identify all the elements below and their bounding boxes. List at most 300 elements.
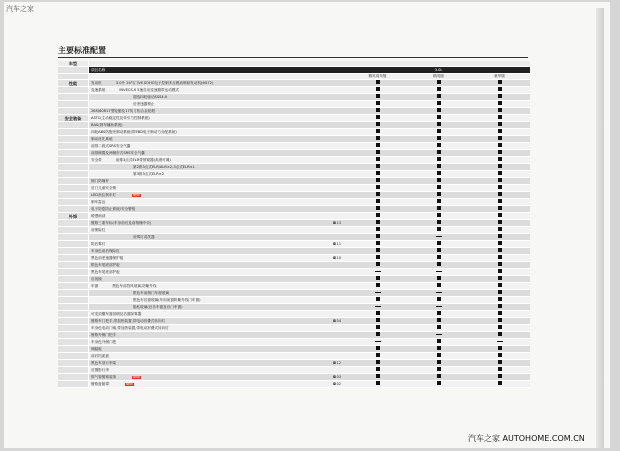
table-row xyxy=(58,199,530,206)
feature-name: 265/60R17型轮胎及17英寸铝合金轮毂 xyxy=(91,108,155,113)
standard-mark xyxy=(376,297,380,301)
not-available-dash xyxy=(436,334,442,335)
feature-cell xyxy=(89,115,348,122)
feature-detail: 第2排3点式ELR/ALR×2,3点式ELR×1 xyxy=(133,164,195,169)
category-label xyxy=(58,339,89,346)
availability-cell xyxy=(408,339,469,346)
availability-cell xyxy=(469,262,530,269)
availability-cell xyxy=(347,108,408,115)
table-row xyxy=(58,325,530,332)
standard-mark xyxy=(376,360,380,364)
feature-name: 制车雷达 xyxy=(91,199,106,204)
standard-mark xyxy=(437,374,441,378)
not-available-dash xyxy=(436,236,442,237)
availability-cell xyxy=(347,325,408,332)
availability-cell xyxy=(347,304,408,311)
standard-mark xyxy=(437,255,441,259)
feature-cell xyxy=(89,283,348,290)
availability-cell xyxy=(347,241,408,248)
feature-detail: 前排3点式ELR带预紧器(高度可调) xyxy=(115,157,171,162)
standard-mark xyxy=(498,108,502,112)
availability-cell xyxy=(408,108,469,115)
table-row xyxy=(58,185,530,192)
feature-name: 发动机 xyxy=(91,80,102,85)
availability-cell xyxy=(408,227,469,234)
category-label xyxy=(58,143,89,150)
standard-mark xyxy=(498,94,502,98)
feature-cell xyxy=(89,332,348,339)
table-row xyxy=(58,178,530,185)
standard-mark xyxy=(376,143,380,147)
availability-cell xyxy=(469,101,530,108)
standard-mark xyxy=(498,269,502,273)
availability-cell xyxy=(469,318,530,325)
page-edge-shadow xyxy=(596,8,604,448)
not-available-dash xyxy=(375,292,381,293)
camera-icon xyxy=(333,361,341,366)
standard-mark xyxy=(437,171,441,175)
table-row xyxy=(58,241,530,248)
standard-mark xyxy=(498,234,502,238)
availability-cell xyxy=(408,332,469,339)
standard-mark xyxy=(376,353,380,357)
table-row xyxy=(58,332,530,339)
category-label xyxy=(58,157,89,164)
new-badge: NEW xyxy=(125,381,133,386)
standard-mark xyxy=(376,171,380,175)
table-row xyxy=(58,255,530,262)
availability-cell xyxy=(347,234,408,241)
standard-mark xyxy=(376,234,380,238)
standard-mark xyxy=(437,122,441,126)
standard-mark xyxy=(437,283,441,287)
availability-cell xyxy=(347,143,408,150)
availability-cell xyxy=(469,164,530,171)
availability-cell xyxy=(408,304,469,311)
standard-mark xyxy=(498,353,502,357)
standard-mark xyxy=(498,150,502,154)
standard-mark xyxy=(376,115,380,119)
standard-mark xyxy=(376,381,380,385)
category-label xyxy=(58,129,89,136)
table-row xyxy=(58,136,530,143)
feature-name: 车窗 xyxy=(91,283,99,288)
availability-cell xyxy=(469,143,530,150)
availability-cell xyxy=(347,94,408,101)
availability-cell xyxy=(469,234,530,241)
availability-cell xyxy=(408,311,469,318)
availability-cell xyxy=(408,101,469,108)
category-label xyxy=(58,122,89,129)
availability-cell xyxy=(469,199,530,206)
feature-name: 防后雾灯 xyxy=(91,241,106,246)
standard-mark xyxy=(376,122,380,126)
category-label xyxy=(58,248,89,255)
feature-name: 电子防盗防止系统/安全警报 xyxy=(91,206,136,211)
availability-cell xyxy=(469,325,530,332)
standard-mark xyxy=(437,143,441,147)
standard-mark xyxy=(376,185,380,189)
availability-cell xyxy=(469,332,530,339)
feature-cell xyxy=(89,353,348,360)
standard-mark xyxy=(498,227,502,231)
availability-cell xyxy=(469,185,530,192)
standard-mark xyxy=(437,206,441,210)
feature-name: 后门儿童安全锁 xyxy=(91,185,117,190)
feature-cell xyxy=(89,129,348,136)
table-row xyxy=(58,143,530,150)
feature-detail: 隐私玻璃(后各车窗及后门车窗) xyxy=(133,304,183,309)
standard-mark xyxy=(437,101,441,105)
photo-ref-number: 03 xyxy=(336,374,341,379)
availability-cell xyxy=(347,178,408,185)
table-row xyxy=(58,381,530,388)
feature-name: 车身色外侧门把 xyxy=(91,339,117,344)
availability-cell xyxy=(469,255,530,262)
category-label xyxy=(58,101,89,108)
standard-mark xyxy=(498,325,502,329)
standard-mark xyxy=(437,248,441,252)
availability-cell xyxy=(469,304,530,311)
standard-mark xyxy=(437,367,441,371)
feature-name: 黑色车顶行李架 xyxy=(91,360,117,365)
table-row xyxy=(58,346,530,353)
availability-cell xyxy=(469,311,530,318)
feature-cell xyxy=(89,381,348,388)
feature-cell xyxy=(89,157,348,164)
feature-cell xyxy=(89,346,348,353)
category-label xyxy=(58,150,89,157)
table-row xyxy=(58,290,530,297)
availability-cell xyxy=(347,115,408,122)
table-row xyxy=(58,220,530,227)
availability-cell xyxy=(408,367,469,374)
standard-mark xyxy=(498,255,502,259)
standard-mark xyxy=(376,276,380,280)
standard-mark xyxy=(498,199,502,203)
availability-cell xyxy=(469,353,530,360)
feature-name: 前保险杠 xyxy=(91,227,106,232)
availability-cell xyxy=(347,276,408,283)
photo-ref-number: 13 xyxy=(336,220,341,225)
feature-cell xyxy=(89,360,348,367)
feature-name: 镀铬车门把手,带加热装置,带电动折叠式转向灯 xyxy=(91,318,166,323)
availability-cell xyxy=(347,318,408,325)
standard-mark xyxy=(437,192,441,196)
standard-mark xyxy=(376,374,380,378)
not-available-dash xyxy=(375,271,381,272)
category-label xyxy=(58,374,89,381)
availability-cell xyxy=(408,87,469,94)
availability-cell xyxy=(408,171,469,178)
standard-mark xyxy=(437,339,441,343)
availability-cell xyxy=(469,87,530,94)
standard-mark xyxy=(498,115,502,119)
availability-cell xyxy=(408,122,469,129)
availability-cell xyxy=(408,346,469,353)
category-label xyxy=(58,108,89,115)
feature-name: 镀铬备胎罩 xyxy=(91,381,109,386)
availability-cell xyxy=(469,339,530,346)
availability-cell xyxy=(469,346,530,353)
standard-mark xyxy=(498,367,502,371)
category-label xyxy=(58,136,89,143)
table-row xyxy=(58,311,530,318)
standard-mark xyxy=(437,360,441,364)
availability-cell xyxy=(408,80,469,87)
standard-mark xyxy=(498,206,502,210)
feature-detail: 3.0升 24气门V6 SOHC电子控制多点燃油喷射发动机(6G72) xyxy=(115,80,214,85)
feature-name: 排气管镀铬装饰 xyxy=(91,374,117,379)
category-label: 安全装备 xyxy=(58,115,89,122)
category-label xyxy=(58,262,89,269)
feature-cell xyxy=(89,374,348,381)
availability-cell xyxy=(347,157,408,164)
category-label xyxy=(58,199,89,206)
availability-cell xyxy=(347,297,408,304)
availability-cell xyxy=(469,94,530,101)
availability-cell xyxy=(408,234,469,241)
feature-cell xyxy=(89,178,348,185)
feature-cell xyxy=(89,108,348,115)
category-label xyxy=(58,290,89,297)
availability-cell xyxy=(408,178,469,185)
feature-name: 后摄影行李 xyxy=(91,367,109,372)
category-label: 外饰 xyxy=(58,213,89,220)
standard-mark xyxy=(437,108,441,112)
feature-detail: 黑色车前挡风玻璃,防紫外线 xyxy=(112,283,157,288)
standard-mark xyxy=(376,164,380,168)
camera-icon xyxy=(333,382,341,387)
standard-mark xyxy=(498,304,502,308)
standard-mark xyxy=(498,374,502,378)
availability-cell xyxy=(347,206,408,213)
availability-cell xyxy=(347,129,408,136)
table-row xyxy=(58,122,530,129)
availability-cell xyxy=(347,353,408,360)
feature-cell xyxy=(89,185,348,192)
standard-mark xyxy=(437,87,441,91)
availability-cell xyxy=(408,297,469,304)
table-row xyxy=(58,192,530,199)
category-label xyxy=(58,346,89,353)
feature-cell xyxy=(89,213,348,220)
availability-cell xyxy=(469,283,530,290)
feature-cell xyxy=(89,255,348,262)
availability-cell xyxy=(408,248,469,255)
availability-cell xyxy=(347,192,408,199)
new-badge: NEW xyxy=(133,374,140,379)
standard-mark xyxy=(376,101,380,105)
feature-name: 安全带 xyxy=(91,157,102,162)
availability-cell xyxy=(408,129,469,136)
standard-mark xyxy=(498,171,502,175)
availability-cell xyxy=(469,213,530,220)
feature-name: 车身色电动门镜,带加热装置,带电动折叠式转向灯 xyxy=(91,325,169,330)
availability-cell xyxy=(408,318,469,325)
feature-cell xyxy=(89,227,348,234)
category-label xyxy=(58,269,89,276)
table-row xyxy=(58,157,530,164)
feature-name: 镀铬三重车标(车身前后及前格栅中央) xyxy=(91,220,152,225)
availability-cell xyxy=(347,171,408,178)
feature-name: 银色车尾底部护板 xyxy=(91,262,120,267)
feature-cell xyxy=(89,171,348,178)
category-label xyxy=(58,304,89,311)
availability-cell xyxy=(469,136,530,143)
availability-cell xyxy=(347,80,408,87)
table-row xyxy=(58,360,530,367)
feature-cell xyxy=(89,80,348,87)
standard-mark xyxy=(498,213,502,217)
standard-mark xyxy=(498,283,502,287)
standard-mark xyxy=(376,220,380,224)
availability-cell xyxy=(347,360,408,367)
table-row xyxy=(58,108,530,115)
table-row xyxy=(58,87,530,94)
availability-cell xyxy=(408,206,469,213)
photo-ref-number: 11 xyxy=(336,241,341,246)
table-row xyxy=(58,339,530,346)
feature-name: 黑色车尾底部护板 xyxy=(91,269,120,274)
camera-icon xyxy=(333,319,341,324)
availability-cell xyxy=(408,199,469,206)
availability-cell xyxy=(408,290,469,297)
feature-name: 黑色前差速器保护板 xyxy=(91,255,124,260)
not-available-dash xyxy=(436,306,442,307)
standard-mark xyxy=(376,262,380,266)
availability-cell xyxy=(408,136,469,143)
category-label xyxy=(58,276,89,283)
standard-mark xyxy=(376,213,380,217)
feature-cell xyxy=(89,192,348,199)
not-available-dash xyxy=(375,341,381,342)
camera-icon xyxy=(333,242,341,247)
category-label xyxy=(58,94,89,101)
table-row xyxy=(58,283,530,290)
not-available-dash xyxy=(436,271,442,272)
standard-mark xyxy=(437,136,441,140)
availability-cell xyxy=(469,290,530,297)
column-label: 项目名称 xyxy=(89,67,348,73)
availability-cell xyxy=(347,339,408,346)
photo-ref-number: 04 xyxy=(336,318,341,323)
feature-cell xyxy=(89,290,348,297)
availability-cell xyxy=(347,367,408,374)
availability-cell xyxy=(469,150,530,157)
table-row xyxy=(58,374,530,381)
availability-cell xyxy=(347,290,408,297)
feature-name: BAS(刹车辅助系统) xyxy=(91,122,123,127)
availability-cell xyxy=(469,122,530,129)
availability-cell xyxy=(347,381,408,388)
availability-cell xyxy=(347,255,408,262)
availability-cell xyxy=(408,374,469,381)
camera-icon xyxy=(333,256,341,261)
table-row xyxy=(58,206,530,213)
standard-mark xyxy=(498,157,502,161)
availability-cell xyxy=(347,269,408,276)
standard-mark xyxy=(437,157,441,161)
availability-cell xyxy=(408,150,469,157)
category-label xyxy=(58,206,89,213)
category-label xyxy=(58,367,89,374)
table-row xyxy=(58,276,530,283)
standard-mark xyxy=(376,192,380,196)
standard-mark xyxy=(376,311,380,315)
availability-cell xyxy=(347,374,408,381)
availability-cell xyxy=(469,157,530,164)
table-row xyxy=(58,318,530,325)
standard-mark xyxy=(376,157,380,161)
standard-mark xyxy=(498,164,502,168)
photo-ref-number: 12 xyxy=(336,360,341,365)
standard-mark xyxy=(437,325,441,329)
feature-detail: 后差速器锁止 xyxy=(133,101,155,106)
availability-cell xyxy=(469,360,530,367)
availability-cell xyxy=(469,269,530,276)
standard-mark xyxy=(437,129,441,133)
feature-cell xyxy=(89,94,348,101)
standard-mark xyxy=(437,178,441,182)
standard-mark xyxy=(498,297,502,301)
standard-mark xyxy=(498,87,502,91)
table-row xyxy=(58,227,530,234)
table-row xyxy=(58,80,530,87)
feature-cell xyxy=(89,318,348,325)
camera-glyph: ◘ xyxy=(332,374,336,379)
standard-mark xyxy=(437,276,441,280)
availability-cell xyxy=(347,332,408,339)
availability-cell xyxy=(408,360,469,367)
feature-name: 后视镜 xyxy=(91,276,102,281)
camera-glyph: ◘ xyxy=(332,318,336,323)
standard-mark xyxy=(437,94,441,98)
availability-cell xyxy=(408,94,469,101)
trim-name: 精英周年版 xyxy=(347,73,408,79)
standard-mark xyxy=(437,227,441,231)
feature-name: 制动优先系统 xyxy=(91,136,113,141)
standard-mark xyxy=(498,129,502,133)
availability-cell xyxy=(469,381,530,388)
feature-cell xyxy=(89,325,348,332)
feature-cell xyxy=(89,297,348,304)
feature-detail: 前雾灯清洗器 xyxy=(133,234,155,239)
not-available-dash xyxy=(436,292,442,293)
standard-mark xyxy=(437,381,441,385)
camera-icon xyxy=(333,375,341,380)
availability-cell xyxy=(469,220,530,227)
availability-cell xyxy=(408,220,469,227)
standard-mark xyxy=(498,311,502,315)
standard-mark xyxy=(376,129,380,133)
watermark: 汽车之家 AUTOHOME.COM.CN xyxy=(468,434,585,443)
standard-mark xyxy=(437,353,441,357)
table-row xyxy=(58,353,530,360)
category-label: 性能 xyxy=(58,80,89,87)
standard-mark xyxy=(437,185,441,189)
availability-cell xyxy=(469,192,530,199)
availability-cell xyxy=(469,108,530,115)
standard-mark xyxy=(376,248,380,252)
availability-cell xyxy=(347,248,408,255)
camera-glyph: ◘ xyxy=(332,220,336,225)
category-label xyxy=(58,255,89,262)
standard-mark xyxy=(498,192,502,196)
feature-name: 前后挡泥板 xyxy=(91,353,109,358)
logo: 汽车之家 xyxy=(6,5,34,13)
feature-detail: INVECS-II 5速自动变速箱带运动模式 xyxy=(119,87,180,92)
